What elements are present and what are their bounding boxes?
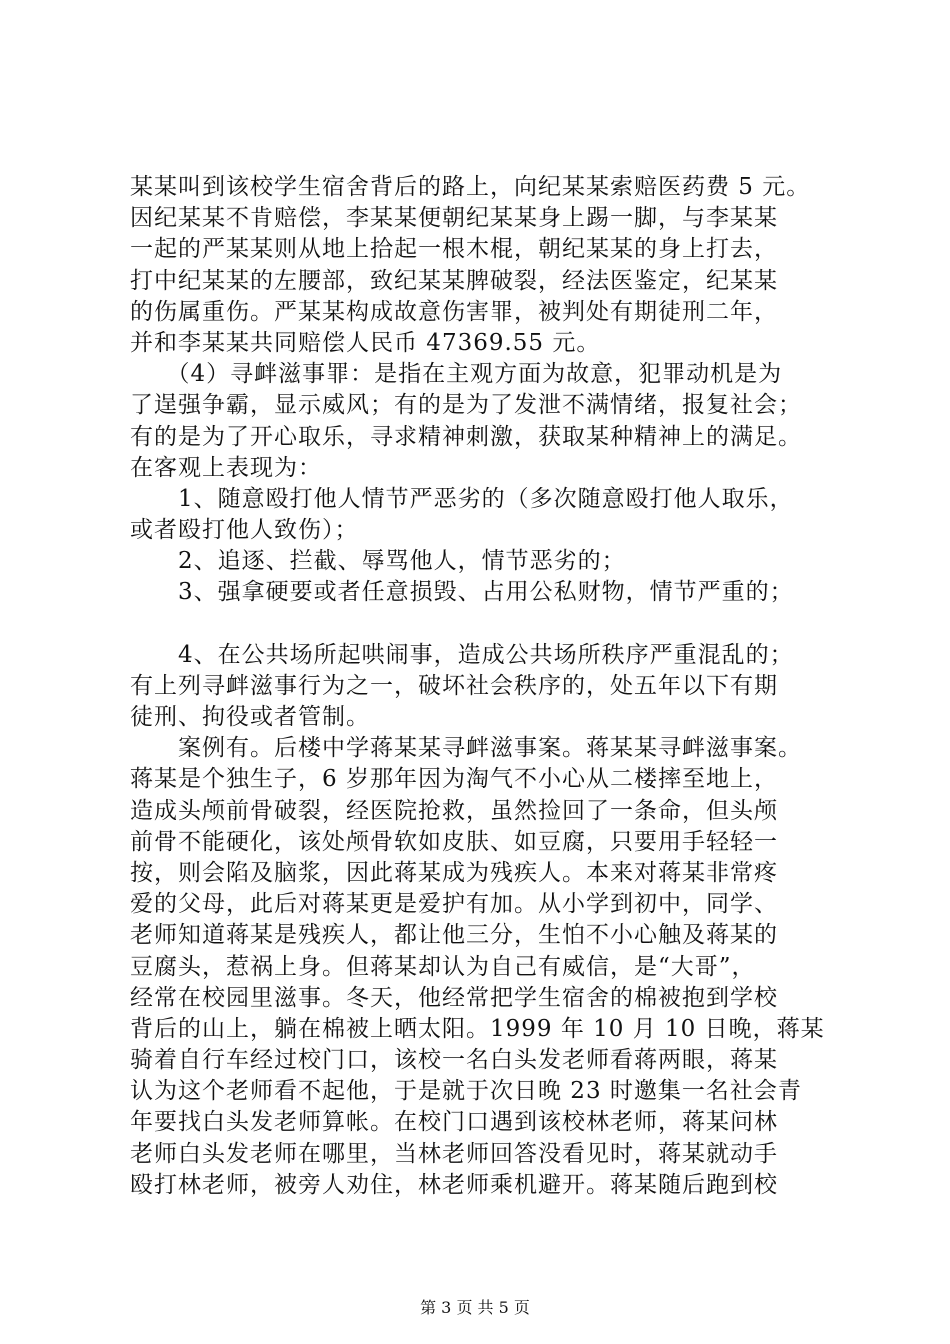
text-line: 4、在公共场所起哄闹事，造成公共场所秩序严重混乱的； bbox=[130, 641, 794, 668]
text-line: 老师白头发老师在哪里，当林老师回答没看见时，蒋某就动手 bbox=[130, 1140, 778, 1167]
text-line: 经常在校园里滋事。冬天，他经常把学生宿舍的棉被抱到学校 bbox=[130, 984, 778, 1011]
text-line: 3、强拿硬要或者任意损毁、占用公私财物，情节严重的； bbox=[130, 579, 794, 606]
text-line: 有的是为了开心取乐，寻求精神刺激，获取某种精神上的满足。 bbox=[130, 423, 802, 450]
text-line: 年要找白头发老师算帐。在校门口遇到该校林老师，蒋某问林 bbox=[130, 1109, 778, 1136]
text-line: 骑着自行车经过校门口，该校一名白头发老师看蒋两眼，蒋某 bbox=[130, 1047, 778, 1074]
text-line: 按，则会陷及脑浆，因此蒋某成为残疾人。本来对蒋某非常疼 bbox=[130, 859, 778, 886]
text-line: 爱的父母，此后对蒋某更是爱护有加。从小学到初中，同学、 bbox=[130, 891, 778, 918]
text-line: 2、追逐、拦截、辱骂他人，情节恶劣的； bbox=[130, 548, 626, 575]
page-footer bbox=[0, 1298, 950, 1318]
text-line: 老师知道蒋某是残疾人，都让他三分，生怕不小心触及蒋某的 bbox=[130, 922, 778, 949]
text-line: 有上列寻衅滋事行为之一，破坏社会秩序的，处五年以下有期 bbox=[130, 672, 778, 699]
text-line: 一起的严某某则从地上拾起一根木棍，朝纪某某的身上打去， bbox=[130, 236, 778, 263]
text-line: 在客观上表现为： bbox=[130, 454, 322, 481]
page-number-label: 第 3 页 共 5 页 bbox=[420, 1298, 530, 1317]
text-line: 某某叫到该校学生宿舍背后的路上，向纪某某索赔医药费 5 元。 bbox=[130, 174, 811, 200]
text-line: 豆腐头，惹祸上身。但蒋某却认为自己有威信，是“大哥”， bbox=[130, 953, 756, 980]
text-line: 认为这个老师看不起他，于是就于次日晚 23 时邀集一名社会青 bbox=[130, 1078, 802, 1105]
paragraph-gap bbox=[130, 609, 830, 640]
document-body bbox=[130, 172, 830, 1201]
text-line: 或者殴打他人致伤）； bbox=[130, 517, 359, 544]
text-line: 1、随意殴打他人情节严恶劣的（多次随意殴打他人取乐， bbox=[130, 485, 794, 512]
text-line: 蒋某是个独生子，6 岁那年因为淘气不小心从二楼摔至地上， bbox=[130, 766, 778, 793]
text-line: （4）寻衅滋事罪：是指在主观方面为故意，犯罪动机是为 bbox=[130, 361, 783, 388]
text-line: 并和李某某共同赔偿人民币 47369.55 元。 bbox=[130, 329, 601, 356]
text-line: 因纪某某不肯赔偿，李某某便朝纪某某身上踢一脚，与李某某 bbox=[130, 205, 778, 232]
text-line: 前骨不能硬化，该处颅骨软如皮肤、如豆腐，只要用手轻轻一 bbox=[130, 828, 778, 855]
text-line: 殴打林老师，被旁人劝住，林老师乘机避开。蒋某随后跑到校 bbox=[130, 1171, 778, 1198]
text-line: 背后的山上，躺在棉被上晒太阳。1999 年 10 月 10 日晚，蒋某 bbox=[130, 1015, 825, 1042]
text-line: 打中纪某某的左腰部，致纪某某脾破裂，经法医鉴定，纪某某 bbox=[130, 267, 778, 294]
text-line: 了逞强争霸，显示威风；有的是为了发泄不满情绪，报复社会； bbox=[130, 392, 802, 419]
text-line: 案例有。后楼中学蒋某某寻衅滋事案。蒋某某寻衅滋事案。 bbox=[130, 735, 802, 762]
text-line: 徒刑、拘役或者管制。 bbox=[130, 704, 370, 730]
text-line: 造成头颅前骨破裂，经医院抢救，虽然捡回了一条命，但头颅 bbox=[130, 797, 778, 824]
text-line: 的伤属重伤。严某某构成故意伤害罪，被判处有期徒刑二年， bbox=[130, 298, 778, 325]
